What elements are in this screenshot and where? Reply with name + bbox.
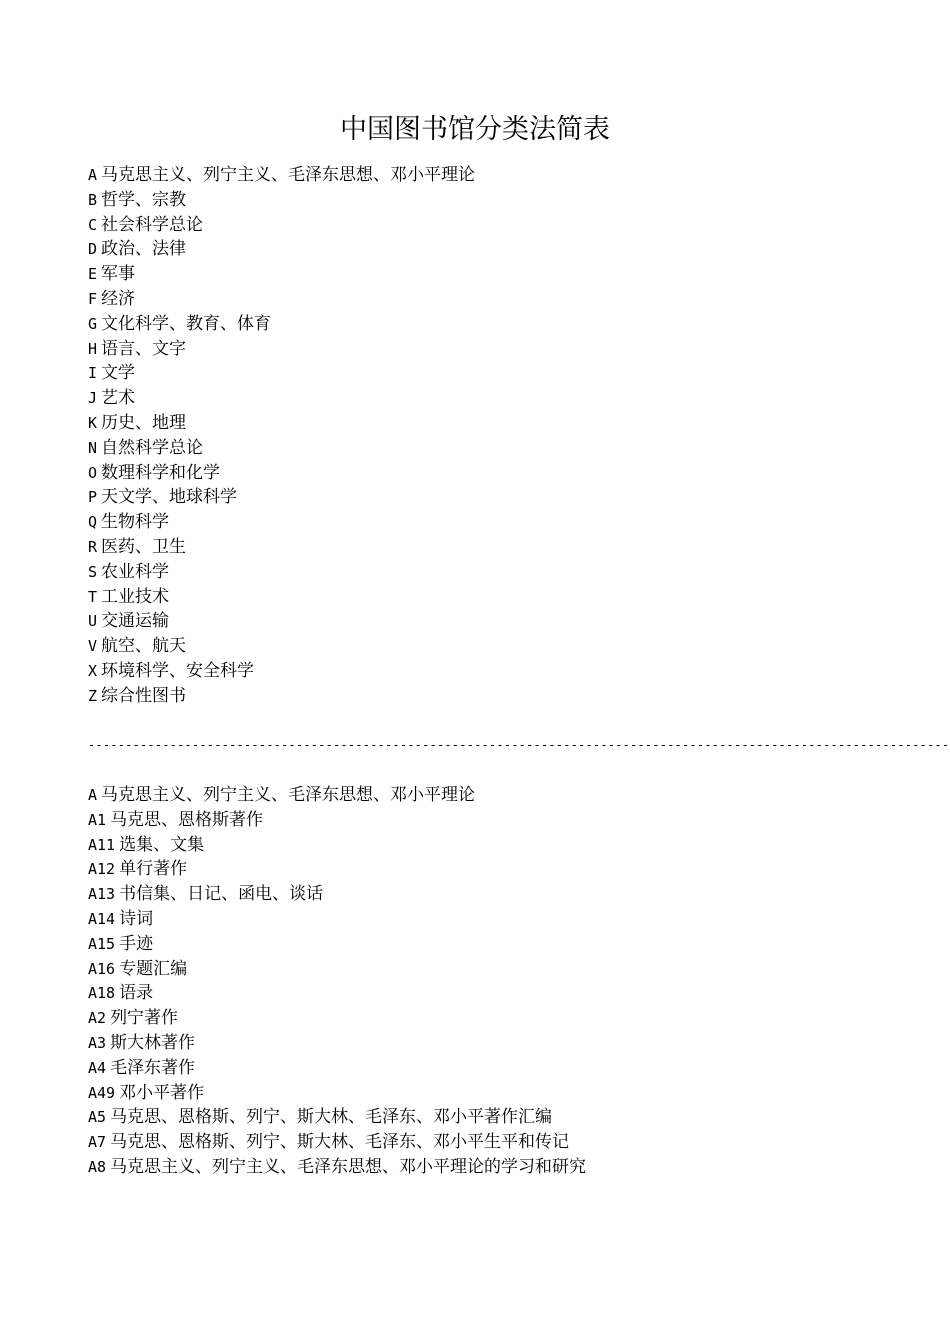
a-subclass-list (88, 783, 586, 1180)
class-name: 交通运输 (101, 611, 170, 632)
page-title: 中国图书馆分类法简表 (340, 114, 610, 145)
class-name: 专题汇编 (119, 958, 188, 979)
class-code: A (88, 786, 98, 804)
main-class-item (88, 237, 475, 262)
main-class-item (88, 287, 475, 312)
class-name: 军事 (101, 264, 136, 285)
class-name: 斯大林著作 (110, 1032, 196, 1053)
class-code: A11 (88, 835, 116, 854)
class-name: 艺术 (101, 388, 136, 409)
class-name: 单行著作 (119, 859, 188, 880)
main-class-list (88, 163, 475, 709)
class-code: A15 (88, 934, 116, 953)
class-name: 手迹 (119, 933, 154, 954)
subclass-item (88, 1056, 586, 1081)
class-name: 数理科学和化学 (101, 462, 221, 483)
class-name: 综合性图书 (101, 685, 187, 706)
class-code: A (88, 166, 98, 184)
dashed-divider: -------------------------------------------------------------------------------------------------------------------- (88, 738, 950, 752)
class-name: 马克思主义、列宁主义、毛泽东思想、邓小平理论 (101, 785, 476, 805)
subclass-item (88, 1006, 586, 1031)
subclass-item (88, 981, 586, 1006)
class-code: A1 (88, 810, 107, 829)
main-class-item (88, 188, 475, 213)
subclass-item (88, 783, 586, 808)
class-code: A13 (88, 885, 116, 904)
class-code: H (88, 339, 98, 358)
main-class-item (88, 337, 475, 362)
subclass-item (88, 857, 586, 882)
subclass-item (88, 907, 586, 932)
class-code: A8 (88, 1157, 107, 1176)
class-code: A2 (88, 1009, 107, 1028)
class-name: 列宁著作 (110, 1008, 179, 1029)
class-name: 环境科学、安全科学 (101, 660, 255, 681)
class-code: Q (88, 513, 98, 532)
class-name: 邓小平著作 (119, 1082, 205, 1103)
class-code: S (88, 562, 98, 581)
subclass-item (88, 1081, 586, 1106)
class-name: 诗词 (119, 908, 154, 929)
class-name: 马克思、恩格斯著作 (110, 809, 264, 830)
main-class-item (88, 659, 475, 684)
class-code: T (88, 587, 98, 606)
class-code: Z (88, 686, 98, 705)
class-code: N (88, 438, 98, 457)
main-class-item (88, 262, 475, 287)
class-code: I (88, 364, 98, 383)
main-class-item (88, 585, 475, 610)
class-name: 语录 (119, 983, 154, 1004)
class-name: 哲学、宗教 (101, 189, 187, 210)
class-code: D (88, 240, 98, 259)
class-code: A49 (88, 1083, 116, 1102)
class-name: 工业技术 (101, 586, 170, 607)
subclass-item (88, 1031, 586, 1056)
main-class-item (88, 361, 475, 386)
class-name: 航空、航天 (101, 636, 187, 657)
main-class-item (88, 312, 475, 337)
class-code: A3 (88, 1033, 107, 1052)
class-name: 社会科学总论 (101, 214, 204, 235)
class-code: A4 (88, 1058, 107, 1077)
class-name: 天文学、地球科学 (101, 487, 238, 508)
class-code: K (88, 413, 98, 432)
class-code: A16 (88, 959, 116, 978)
main-class-item (88, 461, 475, 486)
class-code: B (88, 190, 98, 209)
class-code: O (88, 463, 98, 482)
class-code: X (88, 661, 98, 680)
class-code: U (88, 612, 98, 631)
class-name: 选集、文集 (119, 834, 205, 855)
class-name: 生物科学 (101, 512, 170, 533)
class-code: A12 (88, 860, 116, 879)
class-name: 语言、文字 (101, 338, 187, 359)
main-class-item (88, 386, 475, 411)
subclass-item (88, 932, 586, 957)
subclass-item (88, 833, 586, 858)
class-name: 书信集、日记、函电、谈话 (119, 884, 324, 905)
class-name: 文学 (101, 363, 136, 384)
class-name: 文化科学、教育、体育 (101, 313, 272, 334)
subclass-item (88, 1155, 586, 1180)
class-code: A7 (88, 1133, 107, 1152)
subclass-item (88, 808, 586, 833)
subclass-item (88, 1130, 586, 1155)
class-code: A18 (88, 984, 116, 1003)
class-name: 农业科学 (101, 561, 170, 582)
class-name: 毛泽东著作 (110, 1057, 196, 1078)
class-name: 政治、法律 (101, 239, 187, 260)
class-name: 自然科学总论 (101, 437, 204, 458)
main-class-item (88, 485, 475, 510)
main-class-item (88, 213, 475, 238)
subclass-item (88, 957, 586, 982)
main-class-item (88, 609, 475, 634)
class-code: C (88, 215, 98, 234)
main-class-item (88, 510, 475, 535)
class-code: V (88, 637, 98, 656)
class-code: J (88, 389, 98, 408)
class-name: 马克思主义、列宁主义、毛泽东思想、邓小平理论 (101, 165, 476, 185)
class-name: 马克思、恩格斯、列宁、斯大林、毛泽东、邓小平生平和传记 (110, 1132, 570, 1153)
class-code: A5 (88, 1108, 107, 1127)
class-name: 马克思主义、列宁主义、毛泽东思想、邓小平理论的学习和研究 (110, 1156, 587, 1177)
class-code: G (88, 314, 98, 333)
class-name: 马克思、恩格斯、列宁、斯大林、毛泽东、邓小平著作汇编 (110, 1107, 553, 1128)
class-code: P (88, 488, 98, 507)
main-class-item (88, 560, 475, 585)
main-class-item (88, 684, 475, 709)
main-class-item (88, 436, 475, 461)
main-class-item (88, 535, 475, 560)
main-class-item (88, 411, 475, 436)
class-code: E (88, 265, 98, 284)
class-name: 历史、地理 (101, 412, 187, 433)
class-name: 医药、卫生 (101, 536, 187, 557)
subclass-item (88, 1105, 586, 1130)
main-class-item (88, 163, 475, 188)
class-code: A14 (88, 909, 116, 928)
main-class-item (88, 634, 475, 659)
class-code: F (88, 289, 98, 308)
class-name: 经济 (101, 288, 136, 309)
class-code: R (88, 537, 98, 556)
subclass-item (88, 882, 586, 907)
